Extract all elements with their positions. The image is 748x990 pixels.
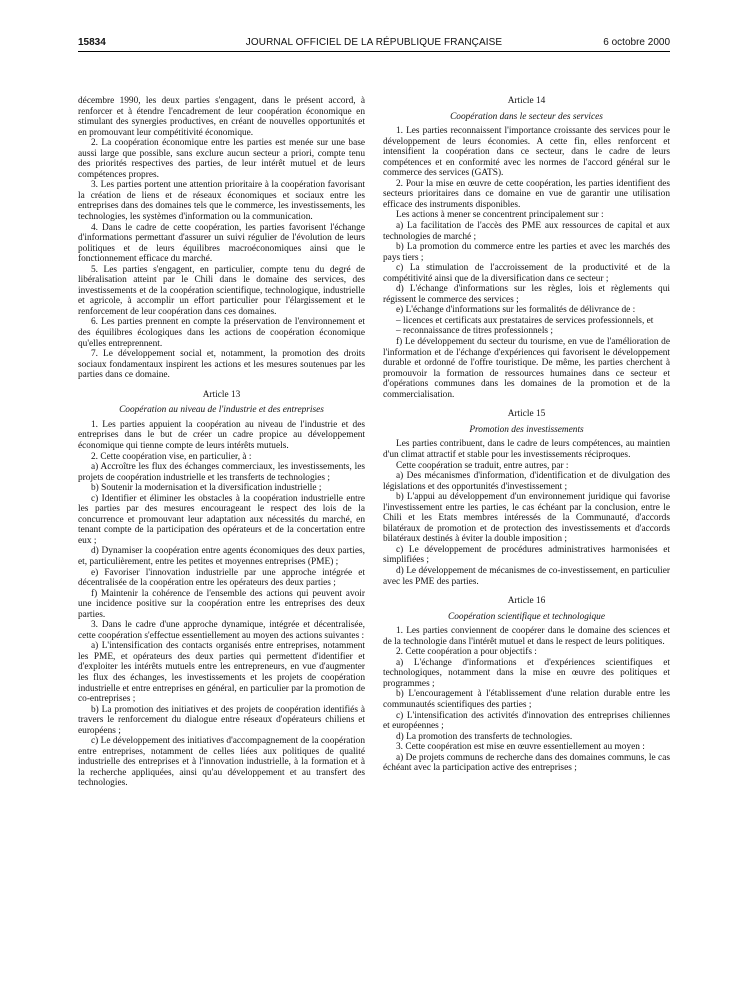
paragraph: 1. Les parties appuient la coopération au niveau de l'industrie et des entreprises dans le but de créer un cadre propice au développement économique qui tienne compte de leurs intérêts mutuels. [78, 419, 365, 451]
article-heading: Article 15 [507, 409, 546, 420]
paragraph: f) Maintenir la cohérence de l'ensemble des actions qui peuvent avoir une incidence positive sur la coopération entre les entreprises des deux parties. [78, 588, 365, 620]
left-column [78, 96, 365, 789]
paragraph: e) Favoriser l'innovation industrielle par une approche intégrée et décentralisée de la coopération entre les opérateurs des deux parties ; [78, 567, 365, 589]
paragraph: b) La promotion des initiatives et des projets de coopération identifiés à travers le renforcement du dialogue entre réseaux d'opérateurs chiliens et européens ; [78, 704, 365, 736]
paragraph: a) L'intensification des contacts organisés entre entreprises, notamment les PME, et opérateurs des deux parties qui permettent d'identifier et d'exploiter les intérêts mutuels entre les entrepreneurs, en vue d'augmenter les flux des échanges, les investissements et les projets de coopération industrielle et entre entreprises en général, en particulier par la promotion de co-entreprises ; [78, 641, 365, 705]
paragraph: 2. Cette coopération vise, en particulier, à : [91, 451, 252, 462]
paragraph: Cette coopération se traduit, entre autres, par : [396, 460, 569, 471]
paragraph: b) La promotion du commerce entre les parties et avec les marchés des pays tiers ; [383, 242, 670, 263]
section-heading: Coopération dans le secteur des services [450, 111, 603, 122]
paragraph: 7. Le développement social et, notamment, la promotion des droits sociaux fondamentaux inspirent les actions et les mesures soutenues par les parties dans ce domaine. [78, 349, 365, 381]
paragraph: b) Soutenir la modernisation et la diversification industrielle ; [91, 483, 322, 494]
paragraph: d) La promotion des transferts de technologies. [396, 731, 573, 742]
paragraph: 1. Les parties reconnaissent l'importance croissante des services pour le développement de leurs économies. A cette fin, elles renforcent et intensifient la coopération dans ce secteur, dans le cadre de leurs compétences et en conformité avec les normes de l'accord général sur le commerce des services (GATS). [383, 126, 670, 179]
paragraph: Les actions à mener se concentrent principalement sur : [396, 210, 604, 221]
article-heading: Article 13 [202, 389, 241, 400]
paragraph: c) L'intensification des activités d'innovation des entreprises chiliennes et européennes ; [383, 710, 670, 732]
paragraph: 3. Cette coopération est mise en œuvre essentiellement au moyen : [396, 742, 645, 753]
paragraph: 2. Pour la mise en œuvre de cette coopération, les parties identifient des secteurs prioritaires dans ce domaine en vue de garantir une utilisation efficace des instruments disponibles. [383, 178, 670, 210]
section-heading: Promotion des investissements [469, 424, 584, 435]
paragraph: b) L'appui au développement d'un environnement juridique qui favorise l'investissement entre les parties, le cas échéant par la conclusion, entre le Chili et les Etats membres intéressés de la Communauté, d'accords bilatéraux de promotion et de protection des investissements et d'accords bilatéraux destinés à éviter la double imposition ; [383, 492, 670, 545]
paragraph: c) Identifier et éliminer les obstacles à la coopération industrielle entre les parties par des mesures encourageant le respect des lois de la concurrence et promouvant leur adaptation aux nécessités du marché, en tenant compte de la participation des opérateurs et de la concertation entre eux ; [78, 493, 365, 546]
paragraph: c) Le développement de procédures administratives harmonisées et simplifiées ; [383, 544, 670, 566]
paragraph: 2. La coopération économique entre les parties est menée sur une base aussi large que possible, sans exclure aucun secteur a priori, compte tenu des priorités respectives des parties, de leur intérêt mutuel et de leurs compétences propres. [78, 138, 365, 180]
paragraph: f) Le développement du secteur du tourisme, en vue de l'amélioration de l'information et de l'échange d'expériences qui favorisent le développement durable et ordonné de l'offre touristique. De même, les parties cherchent à promouvoir la formation de ressources humaines dans ce secteur et d'opérations communes dans les domaines de la promotion et de la commercialisation. [383, 337, 670, 400]
paragraph: a) L'échange d'informations et d'expériences scientifiques et technologiques, notamment dans la mise en œuvre des politiques et programmes ; [383, 657, 670, 689]
paragraph: Les parties contribuent, dans le cadre de leurs compétences, au maintien d'un climat attractif et stable pour les investissements réciproques. [383, 439, 670, 460]
paragraph: c) La stimulation de l'accroissement de la productivité et de la compétitivité ainsi que de la diversification dans ce secteur ; [383, 263, 670, 284]
section-heading: Coopération scientifique et technologique [448, 611, 605, 622]
paragraph: 5. Les parties s'engagent, en particulier, compte tenu du degré de libéralisation atteint par le Chili dans le domaine des services, des investissements et de la coopération scientifique, technologique, industrielle et agricole, à accomplir un effort particulier pour l'élargissement et le renforcement de leur coopération dans ces domaines. [78, 264, 365, 317]
paragraph: décembre 1990, les deux parties s'engagent, dans le présent accord, à renforcer et à étendre l'encadrement de leur coopération économique en stimulant des synergies productives, en créant de nouvelles opportunités et en promouvant leur compétitivité économique. [78, 96, 365, 138]
paragraph: d) Le développement de mécanismes de co-investissement, en particulier avec les PME des parties. [383, 565, 670, 587]
paragraph: 4. Dans le cadre de cette coopération, les parties favorisent l'échange d'informations permettant d'assurer un suivi régulier de l'évolution de leurs politiques et de leurs équilibres macroéconomiques ainsi que le fonctionnement efficace du marché. [78, 222, 365, 265]
paragraph: 2. Cette coopération a pour objectifs : [396, 647, 537, 658]
paragraph: 6. Les parties prennent en compte la préservation de l'environnement et des équilibres écologiques dans les actions de coopération économique qu'elles entreprennent. [78, 317, 365, 349]
article-heading: Article 16 [507, 596, 546, 607]
paragraph: c) Le développement des initiatives d'accompagnement de la coopération entre entreprises, notamment de celles liées aux politiques de qualité industrielle des entreprises et à l'innovation industrielle, à la formation et à la recherche appliquées, ainsi qu'au développement et au transfert des technologies. [78, 736, 365, 789]
paragraph: b) L'encouragement à l'établissement d'une relation durable entre les communautés scientifiques des parties ; [383, 689, 670, 710]
list-item: – licences et certificats aux prestataires de services professionnels, et [396, 315, 654, 326]
paragraph: 3. Dans le cadre d'une approche dynamique, intégrée et décentralisée, cette coopération s'effectue essentiellement au moyen des actions suivantes : [78, 620, 365, 641]
paragraph: 3. Les parties portent une attention prioritaire à la coopération favorisant la création de liens et de réseaux économiques et sociaux entre les entreprises dans des domaines tels que le commerce, les investissements, les technologies, les systèmes d'information ou la communication. [78, 180, 365, 223]
journal-title: JOURNAL OFFICIEL DE LA RÉPUBLIQUE FRANÇAISE [245, 37, 503, 48]
paragraph: 1. Les parties conviennent de coopérer dans le domaine des sciences et de la technologie dans l'intérêt mutuel et dans le respect de leurs politiques. [383, 626, 670, 647]
page-number: 15834 [78, 37, 106, 48]
header-rule [78, 51, 670, 52]
paragraph: a) De projets communs de recherche dans des domaines communs, le cas échéant avec la participation active des entreprises ; [383, 752, 670, 774]
right-column [383, 96, 670, 774]
paragraph: a) Accroître les flux des échanges commerciaux, les investissements, les projets de coopération industrielle et les transferts de technologies ; [78, 462, 365, 483]
paragraph: d) L'échange d'informations sur les règles, lois et règlements qui régissent le commerce des services ; [383, 284, 670, 305]
paragraph: d) Dynamiser la coopération entre agents économiques des deux parties, et, particulièrement, entre les petites et moyennes entreprises (PME) ; [78, 546, 365, 567]
publication-date: 6 octobre 2000 [603, 37, 670, 48]
section-heading: Coopération au niveau de l'industrie et des entreprises [119, 405, 324, 416]
page-header [78, 37, 670, 51]
article-heading: Article 14 [507, 96, 546, 106]
paragraph: e) L'échange d'informations sur les formalités de délivrance de : [396, 305, 636, 316]
list-item: – reconnaissance de titres professionnels ; [396, 326, 553, 337]
paragraph: a) La facilitation de l'accès des PME aux ressources de capital et aux technologies de marché ; [383, 221, 670, 242]
paragraph: a) Des mécanismes d'information, d'identification et de divulgation des législations et des opportunités d'investissement ; [383, 471, 670, 492]
